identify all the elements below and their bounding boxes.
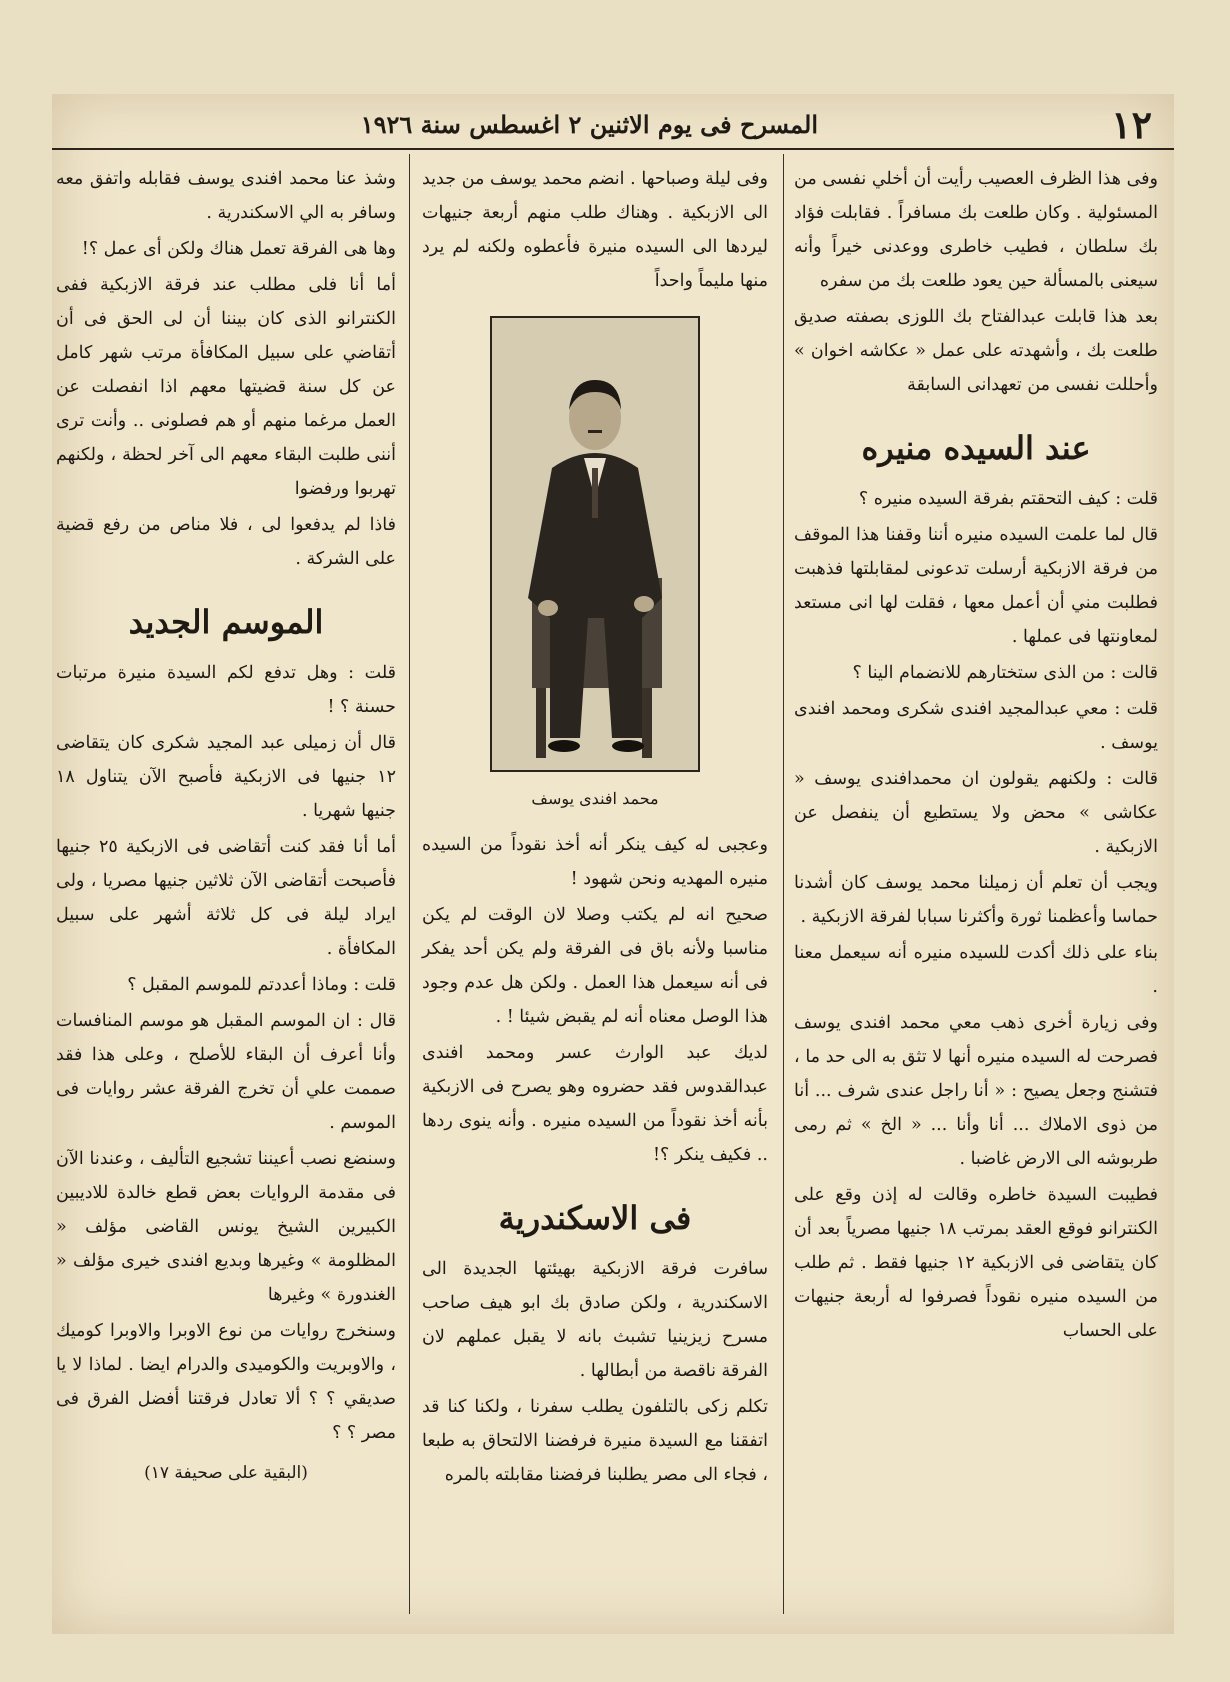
header-title: المسرح فى يوم الاثنين ٢ اغسطس سنة ١٩٢٦ bbox=[360, 110, 818, 139]
section-heading: الموسم الجديد bbox=[128, 603, 324, 641]
newspaper-page bbox=[52, 94, 1174, 1634]
paragraph: لديك عبد الوارث عسر ومحمد افندى عبدالقدوس فقد حضروه وهو يصرح فى الازبكية بأنه أخذ نقوداً من السيده منيره . وأنه ينوى ردها .. فكيف ينكر ؟! bbox=[422, 1043, 768, 1165]
paragraph: وعجبى له كيف ينكر أنه أخذ نقوداً من السيده منيره المهديه ونحن شهود ! bbox=[422, 835, 768, 889]
paragraph: صحيح انه لم يكتب وصلا لان الوقت لم يكن مناسبا ولأنه باق فى الفرقة ولم يكن أحد يفكر فى أنه سيعمل هذا العمل . ولكن هل عدم وجود هذا الوصل معناه أنه لم يقبض شيئا ! . bbox=[422, 905, 768, 1027]
paragraph: وفى زيارة أخرى ذهب معي محمد افندى يوسف فصرحت له السيده منيره أنها لا تثق به الى حد ما ، فتشنج وجعل يصيح : « أنا راجل عندى شرف ... أنا من ذوى الاملاك ... أنا وأنا ... « الخ » ثم رمى طربوشه الى الارض غاضبا . bbox=[794, 1013, 1158, 1169]
paragraph: تكلم زكى بالتلفون يطلب سفرنا ، ولكنا كنا قد اتفقنا مع السيدة منيرة فرفضنا الالتحاق به طبعا ، فجاء الى مصر يطلبنا فرفضنا مقابلته بالمره bbox=[422, 1397, 768, 1485]
paragraph: بعد هذا قابلت عبدالفتاح بك اللوزى بصفته صديق طلعت بك ، وأشهدته على عمل « عكاشه اخوان » وأحللت نفسى من تعهدانى السابقة bbox=[794, 307, 1158, 395]
paragraph: قال أن زميلى عبد المجيد شكرى كان يتقاضى ١٢ جنيها فى الازبكية فأصبح الآن يتناول ١٨ جنيها شهريا . bbox=[56, 733, 396, 821]
paragraph: فاذا لم يدفعوا لى ، فلا مناص من رفع قضية على الشركة . bbox=[56, 515, 396, 569]
middle-column bbox=[422, 162, 768, 1494]
paragraph: سافرت فرقة الازبكية بهيئتها الجديدة الى الاسكندرية ، ولكن صادق بك ابو هيف صاحب مسرح زيزينيا تشبث بانه لا يقبل عملهم لان الفرقة ناقصة من أبطالها . bbox=[422, 1259, 768, 1381]
paragraph: وسنخرج روايات من نوع الاوبرا والاوبرا كوميك ، والاوبريت والكوميدى والدرام ايضا . لماذا لا يا صديقي ؟ ؟ ألا تعادل فرقتنا أفضل الفرق فى مصر ؟ ؟ bbox=[56, 1321, 396, 1443]
paragraph: وسنضع نصب أعيننا تشجيع التأليف ، وعندنا الآن فى مقدمة الروايات بعض قطع خالدة للاديبين الكبيرين الشيخ يونس القاضى مؤلف « المظلومة » وغيرها وبديع افندى خيرى مؤلف « الغندورة » وغيرها bbox=[56, 1149, 396, 1305]
paragraph: بناء على ذلك أكدت للسيده منيره أنه سيعمل معنا . bbox=[794, 943, 1158, 997]
paragraph: قلت : وهل تدفع لكم السيدة منيرة مرتبات حسنة ؟ ! bbox=[56, 663, 396, 717]
paragraph: فطيبت السيدة خاطره وقالت له إذن وقع على الكنترانو فوقع العقد بمرتب ١٨ جنيها مصرياً بعد أن كان يتقاضى فى الازبكية ١٢ جنيها فقط . ثم طلب من السيده منيره نقوداً فصرفوا له أربعة جنيهات على الحساب bbox=[794, 1185, 1158, 1341]
paragraph: وفى هذا الظرف العصيب رأيت أن أخلي نفسى من المسئولية . وكان طلعت بك مسافراً . فقابلت فؤاد بك سلطان ، فطيب خاطرى ووعدنى خيراً وأنه سيعنى بالمسألة حين يعود طلعت بك من سفره bbox=[794, 169, 1158, 291]
photo-caption: محمد افندى يوسف bbox=[531, 789, 659, 808]
paragraph: أما أنا فلى مطلب عند فرقة الازبكية ففى الكنترانو الذى كان بيننا أن لى الحق فى أن أتقاضي على سبيل المكافأة مرتب شهر كامل عن كل سنة قضيتها معهم اذا انفصلت عن العمل مرغما منهم أو هم فصلونى .. وأنت ترى أننى طلبت البقاء معهم الى آخر لحظة ، ولكنهم تهربوا ورفضوا bbox=[56, 275, 396, 499]
paragraph: قلت : وماذا أعددتم للموسم المقبل ؟ bbox=[127, 975, 396, 995]
paragraph: وفى ليلة وصباحها . انضم محمد يوسف من جديد الى الازبكية . وهناك طلب منهم أربعة جنيهات ليردها الى السيده منيرة فأعطوه ولكنه لم يرد منها مليماً واحداً bbox=[422, 169, 768, 291]
right-column bbox=[794, 162, 1158, 1350]
column-divider bbox=[783, 154, 784, 1614]
paragraph: قالت : ولكنهم يقولون ان محمدافندى يوسف « عكاشى » محض ولا يستطيع أن ينفصل عن الازبكية . bbox=[794, 769, 1158, 857]
paragraph: ويجب أن تعلم أن زميلنا محمد يوسف كان أشدنا حماسا وأعظمنا ثورة وأكثرنا سبابا لفرقة الازبكية . bbox=[794, 873, 1158, 927]
page-header bbox=[52, 104, 1174, 150]
paragraph: قلت : كيف التحقتم بفرقة السيده منيره ؟ bbox=[858, 489, 1158, 509]
left-column bbox=[56, 162, 396, 1490]
page-number: ١٢ bbox=[1111, 102, 1152, 147]
continuation-note: (البقية على صحيفة ١٧) bbox=[144, 1463, 308, 1483]
paragraph: وها هى الفرقة تعمل هناك ولكن أى عمل ؟! bbox=[81, 239, 396, 259]
paragraph: قال لما علمت السيده منيره أننا وقفنا هذا الموقف من فرقة الازبكية أرسلت تدعونى لمقابلتها فذهبت فطلبت مني أن أعمل معها ، فقلت لها انى مستعد لمعاونتها فى عملها . bbox=[794, 525, 1158, 647]
portrait-photo bbox=[490, 316, 700, 772]
paragraph: أما أنا فقد كنت أتقاضى فى الازبكية ٢٥ جنيها فأصبحت أتقاضى الآن ثلاثين جنيها مصريا ، ولى ايراد ليلة فى كل ثلاثة أشهر على سبيل المكافأة . bbox=[56, 837, 396, 959]
section-heading: فى الاسكندرية bbox=[498, 1199, 692, 1237]
paragraph: وشذ عنا محمد افندى يوسف فقابله واتفق معه وسافر به الي الاسكندرية . bbox=[56, 169, 396, 223]
man-portrait-icon bbox=[492, 318, 698, 770]
paragraph: قالت : من الذى ستختارهم للانضمام الينا ؟ bbox=[852, 663, 1158, 683]
paragraph: قال : ان الموسم المقبل هو موسم المنافسات وأنا أعرف أن البقاء للأصلح ، وعلى هذا فقد صممت علي أن تخرج الفرقة عشر روايات فى الموسم . bbox=[56, 1011, 396, 1133]
section-heading: عند السيده منيره bbox=[861, 429, 1091, 467]
column-divider bbox=[409, 154, 410, 1614]
paragraph: قلت : معي عبدالمجيد افندى شكرى ومحمد افندى يوسف . bbox=[794, 699, 1158, 753]
